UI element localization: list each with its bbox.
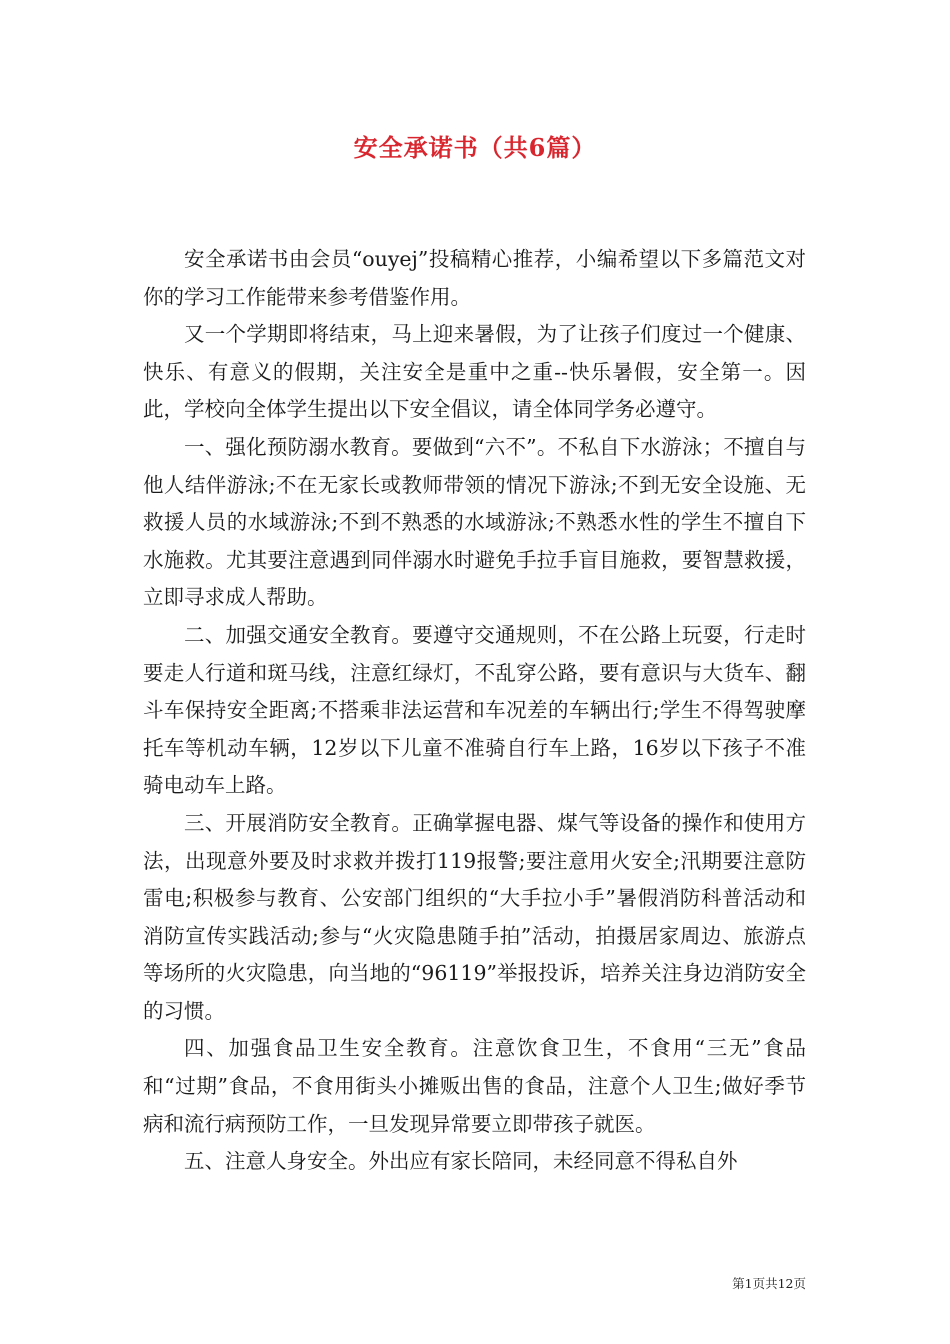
paragraph-drowning-prevention: 一、强化预防溺水教育。要做到“六不”。不私自下水游泳；不擅自与他人结伴游泳;不在无家长或教师带领的情况下游泳;不到无安全设施、无救援人员的水域游泳;不到不熟悉的水域游泳;不熟悉水性的学生不擅自下水施救。尤其要注意遇到同伴溺水时避免手拉手盲目施救，要智慧救援，立即寻求成人帮助。 [143,434,806,610]
paragraph-traffic-safety: 二、加强交通安全教育。要遵守交通规则，不在公路上玩耍，行走时要走人行道和斑马线，注意红绿灯，不乱穿公路，要有意识与大货车、翻斗车保持安全距离;不搭乘非法运营和车况差的车辆出行;学生不得驾驶摩托车等机动车辆，12岁以下儿童不准骑自行车上路，16岁以下孩子不准骑电动车上路。 [143,622,806,798]
paragraph-summer-notice: 又一个学期即将结束，马上迎来暑假，为了让孩子们度过一个健康、快乐、有意义的假期，关注安全是重中之重--快乐暑假，安全第一。因此，学校向全体学生提出以下安全倡议，请全体同学务必遵守。 [143,322,806,422]
paragraph-food-safety: 四、加强食品卫生安全教育。注意饮食卫生，不食用“三无”食品和“过期”食品，不食用街头小摊贩出售的食品，注意个人卫生;做好季节病和流行病预防工作，一旦发现异常要立即带孩子就医。 [143,1036,806,1136]
page-number: 第1页共12页 [732,1276,806,1291]
page-title: 安全承诺书（共6篇） [353,133,597,162]
paragraph-intro: 安全承诺书由会员“ouyej”投稿精心推荐，小编希望以下多篇范文对你的学习工作能带来参考借鉴作用。 [143,247,806,309]
paragraph-fire-safety: 三、开展消防安全教育。正确掌握电器、煤气等设备的操作和使用方法，出现意外要及时求救并拨打119报警;要注意用火安全;汛期要注意防雷电;积极参与教育、公安部门组织的“大手拉小手”暑假消防科普活动和消防宣传实践活动;参与“火灾隐患随手拍”活动，拍摄居家周边、旅游点等场所的火灾隐患，向当地的“96119”举报投诉，培养关注身边消防安全的习惯。 [143,810,806,1023]
document-body [143,241,806,1181]
paragraph-personal-safety: 五、注意人身安全。外出应有家长陪同，未经同意不得私自外 [184,1149,738,1174]
